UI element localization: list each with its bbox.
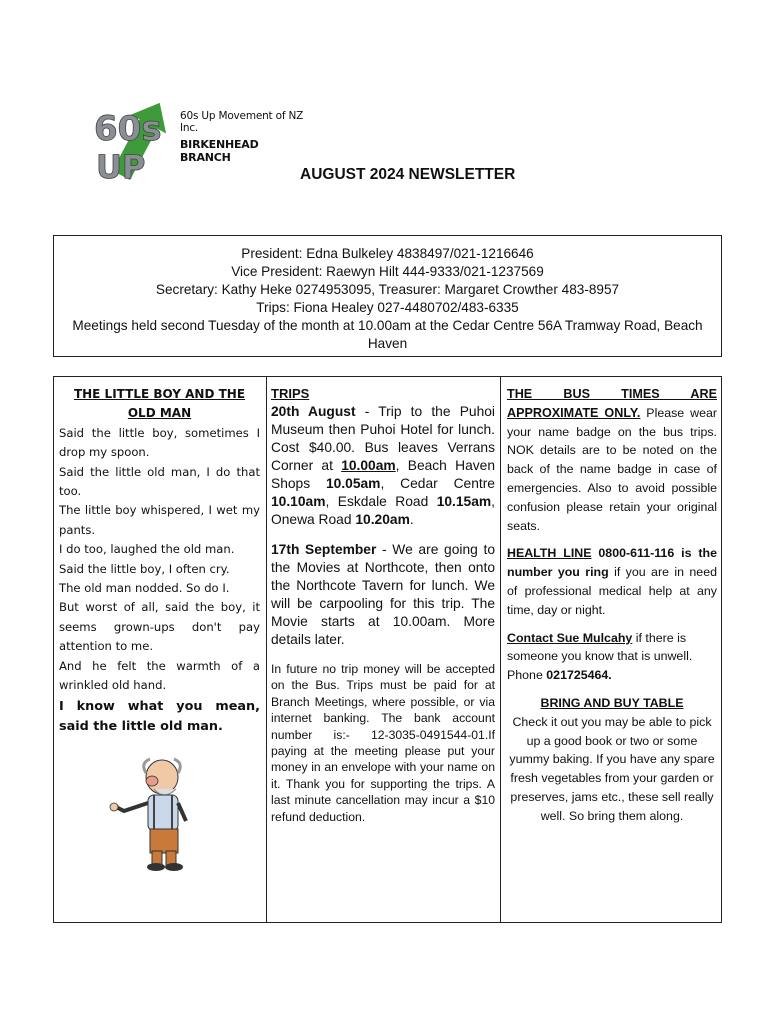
health-line-text: if you are in need of professional medical help at any time, day or night. — [507, 565, 717, 617]
story-line: I do too, laughed the old man. — [59, 542, 235, 557]
trip-payment-note: In future no trip money will be accepted on the Bus. Trips must be paid for at Branch Meetings, where possible, or via internet banking. The bank account number is:- 12-3035-0491544-01.If paying at the meeting please put your money in an envelope with your name on it. Thank you for supporting the trips. A last minute cancellation may incur a $10 refund deduction. — [271, 662, 495, 824]
trip-time: 10.15am — [436, 494, 492, 509]
old-man-clipart-icon — [94, 755, 224, 873]
health-line-number: 0800-611-116 is the number you ring — [507, 546, 717, 580]
story-title: THE LITTLE BOY AND THE OLD MAN — [73, 387, 246, 421]
contact-notice — [507, 629, 717, 685]
trips-column — [271, 385, 495, 825]
meeting-info: Meetings held second Tuesday of the month at 10.00am at the Cedar Centre 56A Tramway Road, Beach Haven — [72, 318, 703, 351]
story-line: Said the little boy, I often cry. — [59, 561, 230, 576]
trip-august-date: 20th August — [271, 404, 356, 419]
content-columns — [53, 376, 722, 923]
trips-heading: TRIPS — [271, 386, 310, 401]
column-divider — [266, 377, 267, 922]
story-line: Said the little old man, I do that too. — [59, 464, 260, 499]
contact-text: if there is someone you know that is unwell. Phone — [507, 630, 693, 683]
officer-vice-president: Vice President: Raewyn Hilt 444-9333/021-1237569 — [231, 264, 544, 279]
trip-text: , Cedar Centre — [380, 476, 495, 491]
trip-text: - Trip to the Puhoi Museum then Puhoi Hotel for lunch. Cost $40.00. Bus leaves Verrans Corner at — [271, 404, 495, 473]
officer-president: President: Edna Bulkeley 4838497/021-1216646 — [241, 246, 534, 261]
newsletter-title: AUGUST 2024 NEWSLETTER — [300, 166, 516, 183]
trip-time: 10.05am — [325, 476, 381, 491]
story-column — [59, 385, 260, 737]
60s-up-arrow-logo-icon — [92, 96, 180, 186]
officers-box — [53, 235, 722, 357]
column-divider — [500, 377, 501, 922]
trip-time: 10.00am — [341, 458, 396, 473]
trip-text: , Onewa Road — [271, 494, 495, 527]
story-line: The old man nodded. So do I. — [59, 581, 230, 596]
story-line: The little boy whispered, I wet my pants. — [59, 503, 260, 537]
bus-times-text: Please wear your name badge on the bus trips. NOK details are to be noted on the back of the name badge in case of emergencies. Also to avoid possible confusion please retain your original seats. — [507, 405, 717, 533]
trip-august — [271, 403, 495, 529]
trip-september-date: 17th September — [271, 542, 377, 557]
logo-org-name: 60s Up Movement of NZ Inc. — [180, 110, 304, 134]
health-line-notice — [507, 544, 717, 619]
logo-badge-top: 60s — [94, 109, 162, 149]
trip-text: - We are going to the Movies at Northcote, then onto the Northcote Tavern for lunch. We will be carpooling for this trip. The Movie starts at 10.00am. More details later. — [271, 542, 495, 647]
bring-buy-heading — [507, 694, 717, 713]
trip-time: 10.20am — [355, 512, 410, 527]
trip-text: , Eskdale Road — [325, 494, 437, 509]
health-line-label: HEALTH LINE — [507, 546, 592, 561]
contact-phone: 021725464. — [546, 668, 612, 683]
contact-label: Contact Sue Mulcahy — [507, 630, 633, 645]
bring-buy-title: BRING AND BUY TABLE — [540, 695, 684, 710]
logo-branch-name: BIRKENHEAD BRANCH — [180, 138, 259, 164]
story-line: Said the little boy, sometimes I drop my spoon. — [59, 425, 260, 460]
bring-buy-text: Check it out you may be able to pick up a good book or two or some yummy baking. If you have any spare fresh vegetables from your garden or preserves, jams etc., these sell really well. So bring them along. — [509, 714, 715, 823]
bus-times-heading: THE BUS TIMES ARE APPROXIMATE ONLY. — [507, 387, 717, 420]
trip-text: , Beach Haven Shops — [271, 458, 495, 491]
story-closing: I know what you mean, said the little old man. — [59, 698, 260, 734]
story-line: But worst of all, said the boy, it seems grown-ups don't pay attention to me. — [59, 600, 260, 654]
trip-text: . — [409, 512, 414, 527]
story-line: And he felt the warmth of a wrinkled old hand. — [59, 658, 260, 693]
officer-secretary-treasurer: Secretary: Kathy Heke 0274953095, Treasurer: Margaret Crowther 483-8957 — [155, 282, 620, 297]
trip-time: 10.10am — [271, 494, 326, 509]
trip-september — [271, 541, 495, 649]
info-column — [507, 385, 717, 826]
officer-trips: Trips: Fiona Healey 027-4480702/483-6335 — [256, 300, 519, 315]
bus-times-notice — [507, 385, 717, 535]
org-logo — [92, 96, 312, 186]
logo-badge-bottom: UP — [96, 148, 146, 186]
